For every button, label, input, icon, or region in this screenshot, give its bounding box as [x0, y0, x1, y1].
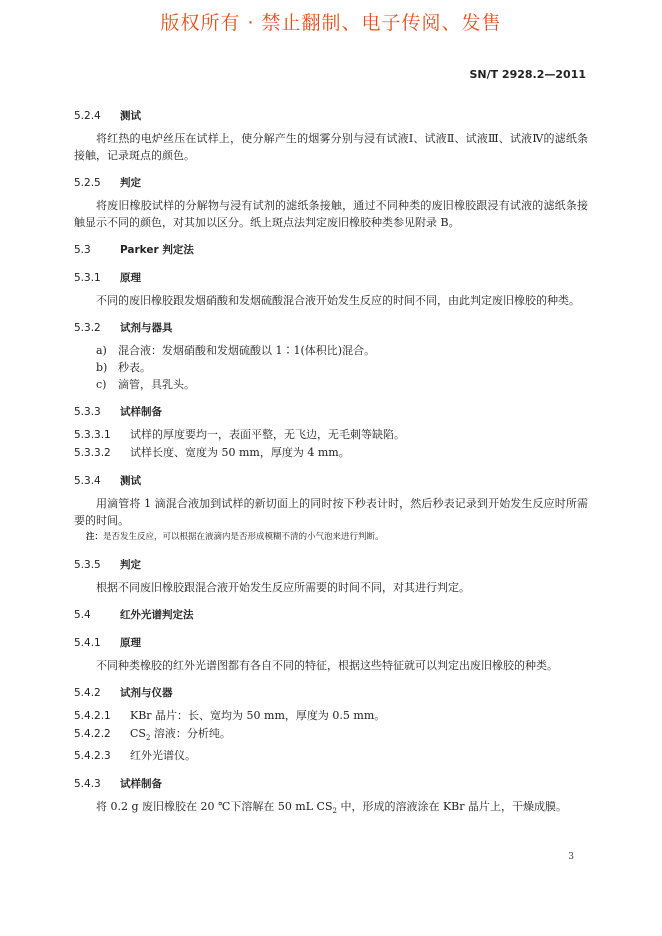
section-heading: 5.4.1 原理 — [74, 637, 141, 649]
section-heading: 5.3.5 判定 — [74, 559, 141, 571]
paragraph: 不同的废旧橡胶跟发烟硝酸和发烟硫酸混合液开始发生反应的时间不同，由此判定废旧橡胶的种类。 — [96, 294, 580, 307]
note: 注：是否发生反应，可以根据在液滴内是否形成模糊不清的小气泡来进行判断。 — [86, 532, 384, 542]
section-heading: 5.4.3 试样制备 — [74, 778, 162, 791]
paragraph: 将 0.2 g 废旧橡胶在 20 ℃下溶解在 50 mL $CS_2$ 中，形成的溶液涂在 KBr 晶片上，干燥成膜。 — [96, 800, 568, 816]
section-heading: 5.3.4 测试 — [74, 475, 141, 487]
subclause: 5.3.3.2 试样长度、宽度为 50 mm，厚度为 4 mm。 — [74, 446, 350, 459]
section-heading: 5.2.5 判定 — [74, 177, 141, 189]
subclause: 5.3.3.1 试样的厚度要均一，表面平整，无飞边，无毛刺等缺陷。 — [74, 428, 405, 441]
list-item: c) 滴管，具乳头。 — [96, 378, 195, 391]
section-heading: 5.4.2 试剂与仪器 — [74, 687, 173, 699]
page-number: 3 — [568, 852, 574, 862]
section-heading: 5.3.1 原理 — [74, 272, 141, 284]
subclause: 5.4.2.2 $CS_2$ 溶液：分析纯。 — [74, 727, 231, 743]
section-heading: 5.3 Parker 判定法 — [74, 244, 194, 256]
standard-code: SN/T 2928.2—2011 — [469, 68, 586, 81]
paragraph: 用滴管将 1 滴混合液加到试样的新切面上的同时按下秒表计时，然后秒表记录到开始发生反应时所需要的时间。 — [74, 497, 588, 527]
section-heading: 5.2.4 测试 — [74, 110, 141, 122]
section-heading: 5.3.3 试样制备 — [74, 406, 162, 418]
section-heading: 5.4 红外光谱判定法 — [74, 609, 194, 621]
copyright-watermark: 版权所有 · 禁止翻制、电子传阅、发售 — [160, 12, 502, 34]
subclause: 5.4.2.1 KBr 晶片：长、宽均为 50 mm，厚度为 0.5 mm。 — [74, 709, 386, 722]
paragraph: 将废旧橡胶试样的分解物与浸有试剂的滤纸条接触，通过不同种类的废旧橡胶跟浸有试液的滤纸条接触显示不同的颜色，对其加以区分。纸上斑点法判定废旧橡胶种类参见附录 B。 — [74, 199, 588, 229]
list-item: b) 秒表。 — [96, 361, 151, 374]
document-body — [74, 108, 588, 820]
section-heading: 5.3.2 试剂与器具 — [74, 322, 173, 334]
paragraph: 根据不同废旧橡胶跟混合液开始发生反应所需要的时间不同，对其进行判定。 — [96, 581, 470, 594]
list-item: a) 混合液：发烟硝酸和发烟硫酸以 1∶1(体积比)混合。 — [96, 344, 376, 357]
paragraph: 将红热的电炉丝压在试样上，使分解产生的烟雾分别与浸有试液Ⅰ、试液Ⅱ、试液Ⅲ、试液Ⅳ的滤纸条接触，记录斑点的颜色。 — [74, 132, 588, 162]
subclause: 5.4.2.3 红外光谱仪。 — [74, 749, 196, 763]
paragraph: 不同种类橡胶的红外光谱图都有各自不同的特征，根据这些特征就可以判定出废旧橡胶的种类。 — [96, 659, 558, 672]
